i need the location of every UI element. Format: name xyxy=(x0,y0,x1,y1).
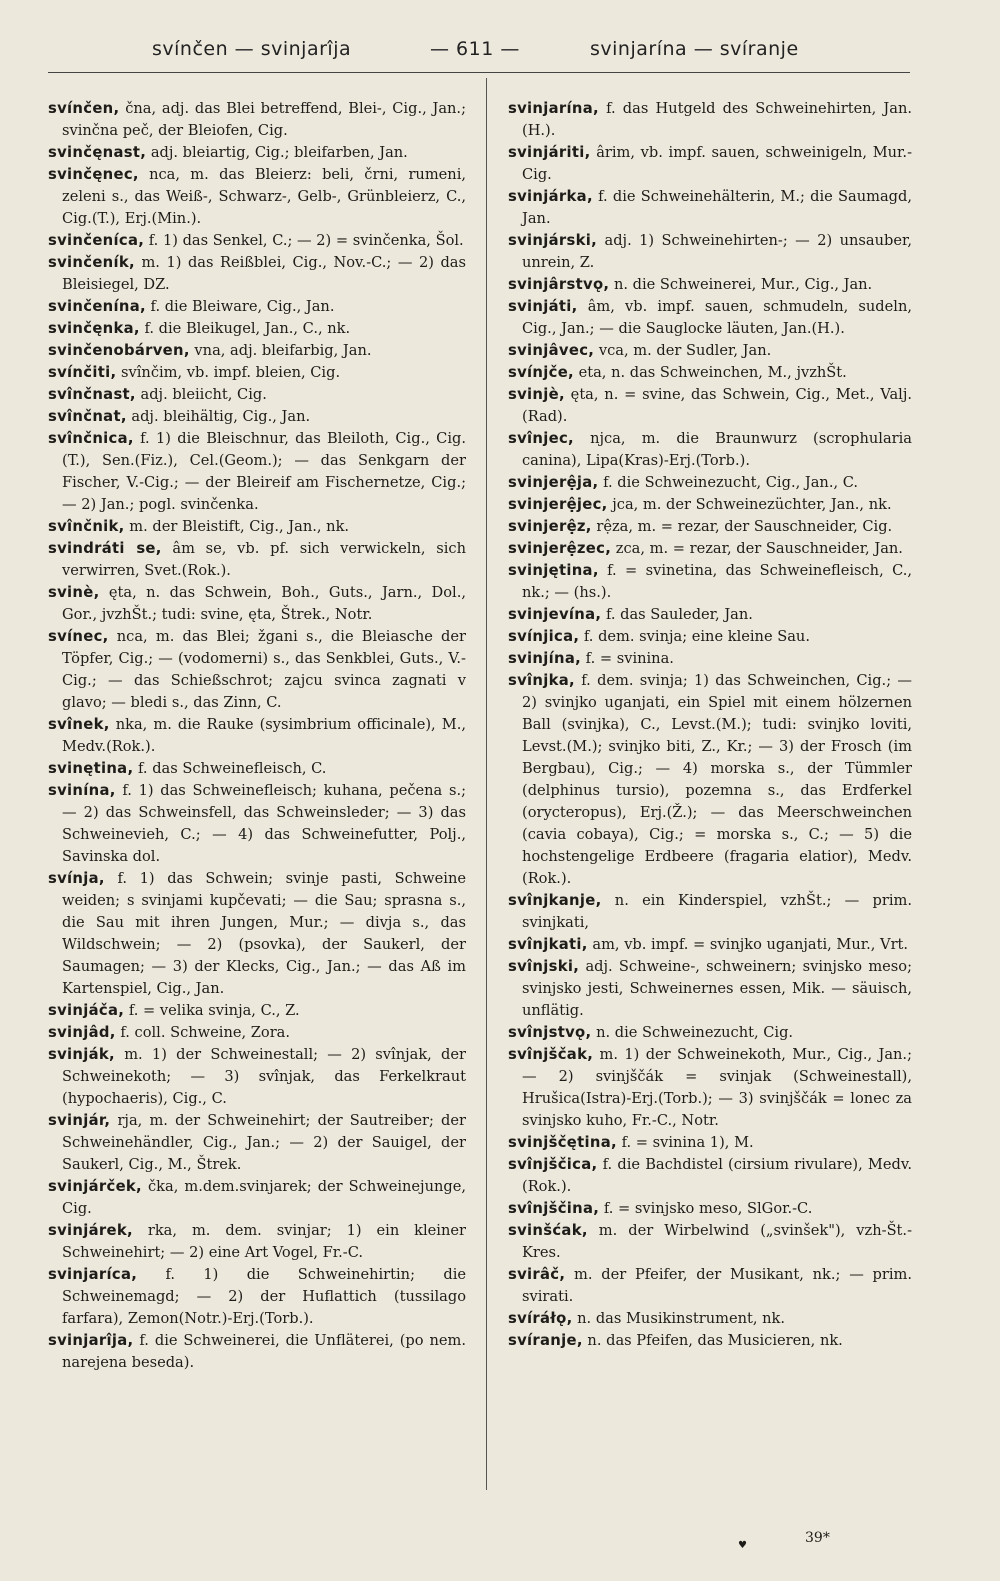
entry-definition: f. die Schweinerei, die Unfläterei, (po nem. narejena beseda). xyxy=(62,1332,466,1371)
entry-definition: n. die Schweinezucht, Cig. xyxy=(591,1024,794,1041)
entry-headword: svinčenína, xyxy=(48,298,146,315)
dictionary-entry xyxy=(508,428,912,472)
entry-definition: f. das Schweinefleisch, C. xyxy=(133,760,327,777)
entry-definition: nka, m. die Rauke (sysimbrium officinale), M., Medv.(Rok.). xyxy=(62,716,466,755)
entry-definition: adj. Schweine-, schweinern; svinjsko meso; svinjsko jesti, Schweinernes essen, Mik. — säuisch, unflätig. xyxy=(522,958,912,1019)
entry-definition: adj. bleiartig, Cig.; bleifarben, Jan. xyxy=(146,144,408,161)
dictionary-entry xyxy=(48,1110,466,1176)
entry-definition: f. 1) das Schweinefleisch; kuhana, pečena s.; — 2) das Schweinsfell, das Schweinsleder; — 3) das Schweinevieh, C.; — 4) das Schweinefutter, Polj., Savinska dol. xyxy=(62,782,466,865)
entry-definition: f. die Bleiware, Cig., Jan. xyxy=(145,298,335,315)
entry-headword: svinína, xyxy=(48,782,116,799)
dictionary-entry xyxy=(508,560,912,604)
entry-headword: svînek, xyxy=(48,716,110,733)
entry-headword: svinčeníca, xyxy=(48,232,145,249)
entry-headword: svínjica, xyxy=(508,628,580,645)
entry-headword: svinjerệja, xyxy=(508,474,599,491)
entry-definition: f. = svinetina, das Schweinefleisch, C., nk.; — (hs.). xyxy=(522,562,912,601)
dictionary-entry xyxy=(508,1154,912,1198)
entry-headword: svînjstvǫ, xyxy=(508,1024,592,1041)
dictionary-entry xyxy=(508,274,912,296)
entry-headword: svinjętina, xyxy=(508,562,599,579)
entry-headword: svinčęnast, xyxy=(48,144,147,161)
entry-headword: svinjaríca, xyxy=(48,1266,138,1283)
entry-headword: svinjerệzec, xyxy=(508,540,612,557)
dictionary-entry xyxy=(508,1044,912,1132)
entry-headword: svinčęnka, xyxy=(48,320,140,337)
entry-headword: svînčnica, xyxy=(48,430,134,447)
entry-definition: ęta, n. das Schwein, Boh., Guts., Jarn., Dol., Gor., jvzhŠt.; tudi: svine, ęta, Štrek., Notr. xyxy=(62,584,466,623)
dictionary-entry xyxy=(508,384,912,428)
entry-definition: nca, m. das Blei; žgani s., die Bleiasche der Töpfer, Cig.; — (vodomerni) s., das Senkblei, Guts., V.-Cig.; — das Schießschrot; zajcu svinca zagnati v glavo; — bledi s., das Zinn, C. xyxy=(62,628,466,711)
header-rule xyxy=(48,72,910,73)
entry-headword: svinčeník, xyxy=(48,254,135,271)
entry-headword: svíranje, xyxy=(508,1332,583,1349)
dictionary-entry xyxy=(508,362,912,384)
dictionary-entry xyxy=(508,98,912,142)
dictionary-entry xyxy=(508,1022,912,1044)
entry-definition: rka, m. dem. svinjar; 1) ein kleiner Schweinehirt; — 2) eine Art Vogel, Fr.-C. xyxy=(62,1222,466,1261)
entry-definition: m. der Wirbelwind („svinšek"), vzh-Št.-Kres. xyxy=(522,1222,912,1261)
dictionary-entry xyxy=(508,494,912,516)
dictionary-entry xyxy=(48,230,466,252)
entry-definition: m. der Bleistift, Cig., Jan., nk. xyxy=(124,518,350,535)
entry-headword: svînčnast, xyxy=(48,386,136,403)
entry-definition: f. die Schweinezucht, Cig., Jan., C. xyxy=(598,474,859,491)
entry-definition: ęta, n. = svine, das Schwein, Cig., Met., Valj.(Rad). xyxy=(522,386,912,425)
dictionary-entry xyxy=(48,362,466,384)
entry-definition: zca, m. = rezar, der Sauschneider, Jan. xyxy=(611,540,903,557)
entry-headword: svínja, xyxy=(48,870,105,887)
dictionary-entry xyxy=(48,1330,466,1374)
entry-definition: f. coll. Schweine, Zora. xyxy=(115,1024,291,1041)
entry-definition: f. die Schweinehälterin, M.; die Saumagd, Jan. xyxy=(522,188,912,227)
entry-definition: f. 1) das Senkel, C.; — 2) = svinčenka, Šol. xyxy=(144,232,464,249)
entry-definition: vca, m. der Sudler, Jan. xyxy=(594,342,772,359)
entry-definition: f. = svinjsko meso, SlGor.-C. xyxy=(599,1200,813,1217)
dictionary-entry xyxy=(48,164,466,230)
entry-headword: svinjè, xyxy=(508,386,565,403)
right-column xyxy=(508,98,912,1352)
dictionary-entry xyxy=(48,296,466,318)
dictionary-entry xyxy=(48,714,466,758)
entry-definition: čna, adj. das Blei betreffend, Blei-, Cig., Jan.; svinčna peč, der Bleiofen, Cig. xyxy=(62,100,466,139)
header-page-number: — 611 — xyxy=(430,38,520,60)
entry-definition: m. 1) das Reißblei, Cig., Nov.-C.; — 2) das Bleisiegel, DZ. xyxy=(62,254,466,293)
dictionary-entry xyxy=(48,406,466,428)
dictionary-entry xyxy=(508,142,912,186)
entry-definition: m. 1) der Schweinestall; — 2) svînjak, der Schweinekoth; — 3) svînjak, das Ferkelkraut (hypochaeris), Cig., C. xyxy=(62,1046,466,1107)
entry-definition: f. das Hutgeld des Schweinehirten, Jan.(H.). xyxy=(522,100,912,139)
dictionary-entry xyxy=(48,142,466,164)
entry-headword: svinjščętina, xyxy=(508,1134,617,1151)
dictionary-entry xyxy=(508,626,912,648)
dictionary-entry xyxy=(48,318,466,340)
entry-headword: svinjevína, xyxy=(508,606,602,623)
entry-definition: m. der Pfeifer, der Musikant, nk.; — prim. svirati. xyxy=(522,1266,912,1305)
dictionary-entry xyxy=(48,1000,466,1022)
dictionary-entry xyxy=(48,340,466,362)
dictionary-entry xyxy=(48,428,466,516)
entry-definition: adj. bleihältig, Cig., Jan. xyxy=(126,408,311,425)
dictionary-entry xyxy=(508,670,912,890)
dictionary-entry xyxy=(508,648,912,670)
entry-definition: rja, m. der Schweinehirt; der Sautreiber; der Schweinehändler, Cig., Jan.; — 2) der Sauigel, der Saukerl, Cig., M., Štrek. xyxy=(62,1112,466,1173)
entry-headword: svinjárek, xyxy=(48,1222,133,1239)
entry-headword: svinjárček, xyxy=(48,1178,142,1195)
entry-headword: svínjče, xyxy=(508,364,574,381)
entry-definition: jca, m. der Schweinezüchter, Jan., nk. xyxy=(607,496,892,513)
dictionary-entry xyxy=(508,340,912,362)
dictionary-entry xyxy=(48,780,466,868)
entry-headword: svinjerệjec, xyxy=(508,496,608,513)
entry-headword: svînjkanje, xyxy=(508,892,602,909)
entry-definition: f. 1) die Schweinehirtin; die Schweinemagd; — 2) der Huflattich (tussilago farfara), Zemon(Notr.)-Erj.(Torb.). xyxy=(62,1266,466,1327)
entry-definition: vna, adj. bleifarbig, Jan. xyxy=(189,342,372,359)
entry-headword: svînčnik, xyxy=(48,518,125,535)
dictionary-entry xyxy=(48,1044,466,1110)
entry-definition: n. das Pfeifen, das Musicieren, nk. xyxy=(582,1332,843,1349)
entry-definition: am, vb. impf. = svinjko uganjati, Mur., Vrt. xyxy=(587,936,909,953)
dictionary-entry xyxy=(48,384,466,406)
entry-definition: svînčim, vb. impf. bleien, Cig. xyxy=(116,364,341,381)
dictionary-entry xyxy=(48,538,466,582)
entry-headword: svînjščica, xyxy=(508,1156,598,1173)
dictionary-entry xyxy=(48,98,466,142)
entry-headword: svinętina, xyxy=(48,760,134,777)
entry-headword: svinjáti, xyxy=(508,298,578,315)
entry-definition: n. ein Kinderspiel, vzhŠt.; — prim. svinjkati, xyxy=(522,892,912,931)
dictionary-entry xyxy=(48,252,466,296)
entry-headword: svínčiti, xyxy=(48,364,117,381)
dictionary-entry xyxy=(508,604,912,626)
dictionary-entry xyxy=(48,868,466,1000)
entry-definition: f. dem. svinja; 1) das Schweinchen, Cig.; — 2) svinjko uganjati, ein Spiel mit einem hölzernen Ball (svinjka), C., Levst.(M.); tudi: svinjko loviti, Levst.(M.); svinjko biti, Z., Kr.; — 3) der Frosch (im Bergbau), Cig.; — 4) morska s., der Tümmler (delphinus tursio), pozemna s., das Erdferkel (orycteropus), Erj.(Ž.); — das Meerschweinchen (cavia cobaya), Cig.; = morska s., C.; — 5) die hochstengelige Erdbeere (fragaria elatior), Medv.(Rok.). xyxy=(522,672,912,887)
entry-headword: svinjína, xyxy=(508,650,582,667)
entry-definition: f. = velika svinja, C., Z. xyxy=(124,1002,300,1019)
entry-definition: f. = svinina. xyxy=(581,650,674,667)
entry-headword: svinjarîja, xyxy=(48,1332,134,1349)
dictionary-entry xyxy=(508,890,912,934)
dictionary-entry xyxy=(508,472,912,494)
header-right-guideword: svinjarína — svíranje xyxy=(590,38,799,60)
dictionary-entry xyxy=(508,1198,912,1220)
entry-headword: svinjâd, xyxy=(48,1024,116,1041)
entry-headword: svinjerệz, xyxy=(508,518,592,535)
header-left-guideword: svínčen — svinjarîja xyxy=(152,38,352,60)
entry-headword: svînjec, xyxy=(508,430,574,447)
dictionary-entry xyxy=(508,186,912,230)
entry-headword: svinè, xyxy=(48,584,100,601)
entry-headword: svinšćak, xyxy=(508,1222,588,1239)
dictionary-entry xyxy=(48,1176,466,1220)
dictionary-entry xyxy=(508,296,912,340)
entry-definition: adj. 1) Schweinehirten-; — 2) unsauber, unrein, Z. xyxy=(522,232,912,271)
entry-headword: svinjárski, xyxy=(508,232,598,249)
entry-headword: svînjkati, xyxy=(508,936,588,953)
entry-headword: svinjáriti, xyxy=(508,144,591,161)
entry-headword: svínčen, xyxy=(48,100,120,117)
entry-definition: f. 1) das Schwein; svinje pasti, Schweine weiden; s svinjami kupčevati; — die Sau; sprasna s., die Sau mit ihren Jungen, Mur.; — divja s., das Wildschwein; — 2) (psovka), der Saukerl, der Saumagen; — 3) der Klecks, Cig., Jan.; — das Aß im Kartenspiel, Cig., Jan. xyxy=(62,870,466,997)
entry-definition: rệza, m. = rezar, der Sauschneider, Cig. xyxy=(591,518,893,535)
footer-signature: 39* xyxy=(805,1530,830,1546)
column-divider xyxy=(486,78,487,1490)
dictionary-entry xyxy=(508,1330,912,1352)
entry-definition: adj. bleiicht, Cig. xyxy=(135,386,267,403)
dictionary-entry xyxy=(48,1220,466,1264)
entry-definition: njca, m. die Braunwurz (scrophularia canina), Lipa(Kras)-Erj.(Torb.). xyxy=(522,430,912,469)
dictionary-entry xyxy=(508,1264,912,1308)
entry-definition: f. die Bachdistel (cirsium rivulare), Medv.(Rok.). xyxy=(522,1156,912,1195)
entry-definition: f. das Sauleder, Jan. xyxy=(601,606,753,623)
entry-definition: eta, n. das Schweinchen, M., jvzhŠt. xyxy=(573,364,847,381)
left-column xyxy=(48,98,466,1374)
dictionary-entry xyxy=(508,516,912,538)
dictionary-entry xyxy=(508,1220,912,1264)
entry-definition: âm se, vb. pf. sich verwickeln, sich verwirren, Svet.(Rok.). xyxy=(62,540,466,579)
entry-headword: svínec, xyxy=(48,628,109,645)
dictionary-entry xyxy=(48,582,466,626)
entry-headword: svinjárka, xyxy=(508,188,593,205)
dictionary-entry xyxy=(508,230,912,274)
entry-definition: čka, m.dem.svinjarek; der Schweinejunge, Cig. xyxy=(62,1178,466,1217)
dictionary-entry xyxy=(508,934,912,956)
dictionary-entry xyxy=(508,956,912,1022)
entry-headword: svînčnat, xyxy=(48,408,127,425)
entry-headword: svinják, xyxy=(48,1046,115,1063)
footer-mark: ♥ xyxy=(738,1540,747,1551)
dictionary-entry xyxy=(48,1022,466,1044)
entry-headword: svindráti se, xyxy=(48,540,162,557)
entry-headword: svinjâvec, xyxy=(508,342,595,359)
entry-headword: svinčęnec, xyxy=(48,166,139,183)
entry-definition: n. das Musikinstrument, nk. xyxy=(572,1310,786,1327)
entry-definition: f. = svinina 1), M. xyxy=(616,1134,754,1151)
dictionary-entry xyxy=(508,1308,912,1330)
entry-definition: ârim, vb. impf. sauen, schweinigeln, Mur.-Cig. xyxy=(522,144,912,183)
entry-headword: svinjáča, xyxy=(48,1002,125,1019)
entry-headword: svinjârstvǫ, xyxy=(508,276,610,293)
entry-headword: svinjár, xyxy=(48,1112,111,1129)
entry-definition: f. 1) die Bleischnur, das Bleiloth, Cig., Cig.(T.), Sen.(Fiz.), Cel.(Geom.); — das Senkgarn der Fischer, V.-Cig.; — der Bleireif am Fischernetze, Cig.; — 2) Jan.; pogl. svinčenka. xyxy=(62,430,466,513)
dictionary-entry xyxy=(508,1132,912,1154)
entry-headword: svirâč, xyxy=(508,1266,566,1283)
dictionary-entry xyxy=(48,758,466,780)
entry-definition: m. 1) der Schweinekoth, Mur., Cig., Jan.; — 2) svinjščák = svinjak (Schweinestall), Hrušica(Istra)-Erj.(Torb.); — 3) svinjščák = lonec za svinjsko kuho, Fr.-C., Notr. xyxy=(522,1046,912,1129)
entry-definition: n. die Schweinerei, Mur., Cig., Jan. xyxy=(609,276,873,293)
dictionary-entry xyxy=(48,1264,466,1330)
dictionary-entry xyxy=(48,516,466,538)
entry-definition: f. die Bleikugel, Jan., C., nk. xyxy=(139,320,351,337)
dictionary-entry xyxy=(508,538,912,560)
entry-definition: f. dem. svinja; eine kleine Sau. xyxy=(579,628,810,645)
entry-headword: svinjarína, xyxy=(508,100,599,117)
entry-headword: svinčenobárven, xyxy=(48,342,190,359)
entry-headword: svînjka, xyxy=(508,672,575,689)
entry-definition: âm, vb. impf. sauen, schmudeln, sudeln, Cig., Jan.; — die Sauglocke läuten, Jan.(H.). xyxy=(522,298,912,337)
entry-headword: svînjščina, xyxy=(508,1200,600,1217)
entry-headword: svíráłǫ, xyxy=(508,1310,573,1327)
entry-headword: svînjščak, xyxy=(508,1046,594,1063)
dictionary-entry xyxy=(48,626,466,714)
entry-headword: svînjski, xyxy=(508,958,580,975)
entry-definition: nca, m. das Bleierz: beli, črni, rumeni, zeleni s., das Weiß-, Schwarz-, Gelb-, Grünbleierz, C., Cig.(T.), Erj.(Min.). xyxy=(62,166,466,227)
